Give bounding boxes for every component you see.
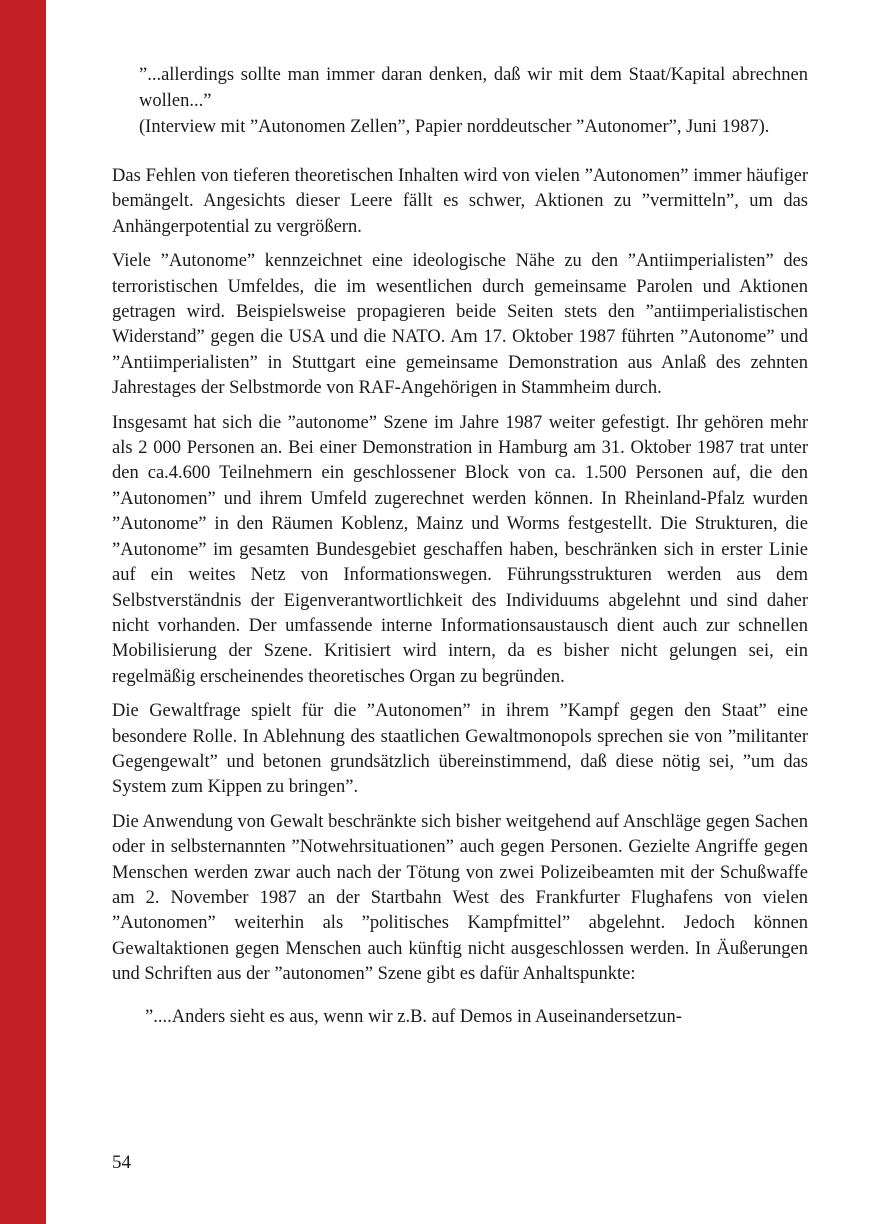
page-content <box>112 62 808 1030</box>
paragraph: Viele ”Autonome” kennzeichnet eine ideologische Nähe zu den ”Antiimperialisten” des terroristischen Umfeldes, die im wesentlichen durch gemeinsame Parolen und Aktionen getragen wird. Beispielsweise propagieren beide Seiten stets den ”antiimperialistischen Widerstand” gegen die USA und die NATO. Am 17. Oktober 1987 führten ”Autonome” und ”Antiimperialisten” in Stuttgart eine gemeinsame Demonstration aus Anlaß des zehnten Jahrestages der Selbstmorde von RAF-Angehörigen in Stammheim durch. <box>112 251 808 399</box>
paragraph: Das Fehlen von tieferen theoretischen Inhalten wird von vielen ”Autonomen” immer häufiger bemängelt. Angesichts dieser Leere fällt es schwer, Aktionen zu ”vermitteln”, um das Anhängerpotential zu vergrößern. <box>112 166 808 237</box>
quote-source: (Interview mit ”Autonomen Zellen”, Papier norddeutscher ”Autonomer”, Juni 1987). <box>139 117 770 137</box>
opening-quote <box>139 62 808 140</box>
body-text <box>112 164 808 988</box>
paragraph: Die Anwendung von Gewalt beschränkte sich bisher weitgehend auf Anschläge gegen Sachen oder in selbsternannten ”Notwehrsituationen” auch gegen Personen. Gezielte Angriffe gegen Menschen werden zwar auch nach der Tötung von zwei Polizeibeamten mit der Schußwaffe am 2. November 1987 an der Startbahn West des Frankfurter Flughafens von vielen ”Autonomen” weiterhin als ”politisches Kampfmittel” abgelehnt. Jedoch können Gewaltaktionen gegen Menschen auch künftig nicht ausgeschlossen werden. In Äußerungen und Schriften aus der ”autonomen” Szene gibt es dafür Anhaltspunkte: <box>112 811 808 985</box>
paragraph: Insgesamt hat sich die ”autonome” Szene im Jahre 1987 weiter gefestigt. Ihr gehören mehr als 2 000 Personen an. Bei einer Demonstration in Hamburg am 31. Oktober 1987 trat unter den ca.4.600 Teilnehmern ein geschlossener Block von ca. 1.500 Personen auf, die den ”Autonomen” und ihrem Umfeld zugerechnet werden können. In Rheinland-Pfalz wurden ”Autonome” in den Räumen Koblenz, Mainz und Worms festgestellt. Die Strukturen, die ”Autonome” im gesamten Bundesgebiet geschaffen haben, beschränken sich in erster Linie auf ein weites Netz von Informationswegen. Führungsstrukturen werden aus dem Selbstverständnis der Eigenverantwortlichkeit des Individuums abgelehnt und sind daher nicht vorhanden. Der umfassende interne Informationsaustausch dient auch zur schnellen Mobilisierung der Szene. Kritisiert wird intern, da es bisher nicht gelungen sei, ein regelmäßig erscheinendes theoretisches Organ zu begründen. <box>112 412 808 687</box>
page-number: 54 <box>112 1152 131 1173</box>
quote-text: ”...allerdings sollte man immer daran denken, daß wir mit dem Staat/Kapital abrechnen wollen...” <box>139 65 808 111</box>
red-edge-band <box>0 0 46 1224</box>
paragraph: Die Gewaltfrage spielt für die ”Autonomen” in ihrem ”Kampf gegen den Staat” eine besondere Rolle. In Ablehnung des staatlichen Gewaltmonopols sprechen sie von ”militanter Gegengewalt” und betonen grundsätzlich übereinstimmend, daß diese nötig sei, ”um das System zum Kippen zu bringen”. <box>112 701 808 798</box>
trailing-quote: ”....Anders sieht es aus, wenn wir z.B. auf Demos in Auseinandersetzun- <box>145 1006 682 1027</box>
